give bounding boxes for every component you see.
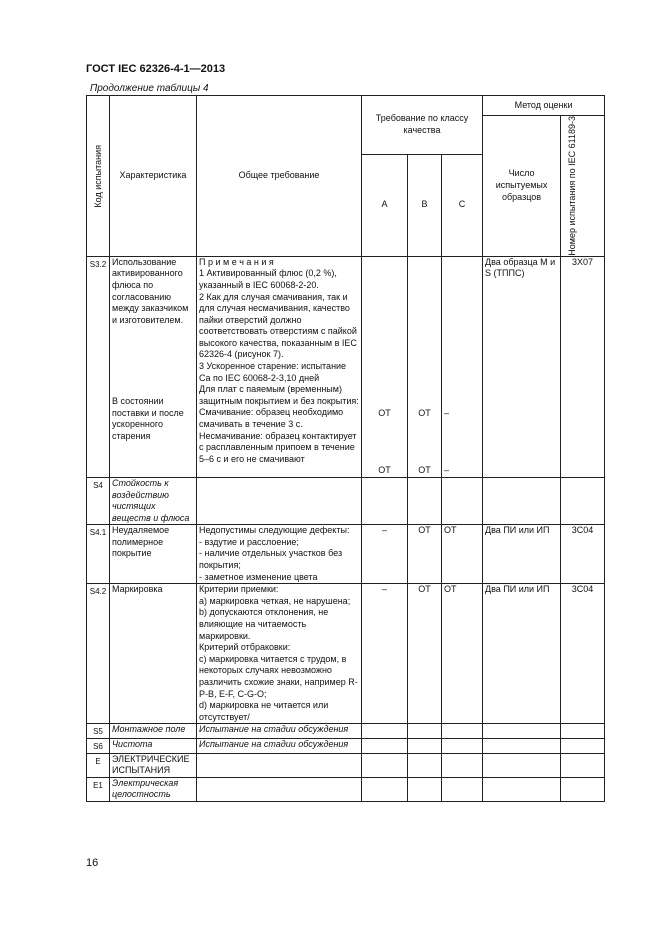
row-characteristic: Стойкость к воздействию чистящих веществ и флюса (110, 477, 197, 524)
row-requirement: П р и м е ч а н и я 1 Активированный флюс (0,2 %), указанный в IEC 60068-2-20. 2 Как для случая смачивания, так и для случая несмачивания, качество пайки отверстий должно соответствовать отверстиям с пайкой высокого качества, показанным в IEC 62326-4 (рисунок 7). 3 Ускоренное старение: испытание Ca по IEC 60068-2-3,10 дней Для плат с паяемым (временным) защитным покрытием и без покрытия: Смачивание: образец необходимо смачивать в течение 3 с. Несмачивание: образец контактирует с расплавленным припоем в течение 5–6 с и его не смачивают (197, 256, 362, 477)
header-quality-requirement: Требование по классу качества (362, 96, 483, 155)
row-characteristic: Электрическая целостность (110, 777, 197, 801)
table-row (87, 525, 605, 584)
header-class-c: C (442, 154, 483, 256)
quality-requirements-table (86, 95, 605, 802)
row-code: S5 (87, 724, 110, 739)
row-class-c: – – (442, 256, 483, 477)
header-class-b: B (408, 154, 442, 256)
row-characteristic: Маркировка (110, 584, 197, 724)
row-characteristic: ЭЛЕКТРИЧЕСКИЕ ИСПЫТАНИЯ (110, 753, 197, 777)
row-code: S6 (87, 738, 110, 753)
row-characteristic: Использование активированного флюса по согласованию между заказчиком и изготовителем. В состоянии поставки и после ускоренного старения (110, 256, 197, 477)
row-test-number: 3C04 (561, 525, 605, 584)
table-row (87, 584, 605, 724)
row-code: S4.2 (87, 584, 110, 724)
page-number: 16 (86, 857, 99, 869)
header-code: Код испытания (87, 96, 110, 257)
row-class-a: – (362, 525, 408, 584)
row-requirement: Испытание на стадии обсуждения (197, 724, 362, 739)
row-code: S4.1 (87, 525, 110, 584)
row-samples: Два ПИ или ИП (483, 584, 561, 724)
table-row (87, 777, 605, 801)
row-code: E (87, 753, 110, 777)
row-class-b: OT OT (408, 256, 442, 477)
row-requirement: Испытание на стадии обсуждения (197, 738, 362, 753)
table-row (87, 738, 605, 753)
row-class-c: OT (442, 525, 483, 584)
row-code: S4 (87, 477, 110, 524)
header-characteristic: Характеристика (110, 96, 197, 257)
header-test-number: Номер испытания по IEC 61189-3 (561, 116, 605, 257)
header-sample-count: Число испытуемых образцов (483, 116, 561, 257)
row-class-a: OT OT (362, 256, 408, 477)
table-row (87, 724, 605, 739)
row-characteristic: Неудаляемое полимерное покрытие (110, 525, 197, 584)
row-requirement: Недопустимы следующие дефекты: - вздутие и расслоение; - наличие отдельных участков без покрытия; - заметное изменение цвета (197, 525, 362, 584)
row-characteristic: Чистота (110, 738, 197, 753)
row-requirement: Критерии приемки: a) маркировка четкая, не нарушена; b) допускаются отклонения, не влияющие на читаемость маркировки. Критерий отбраковки: c) маркировка читается с трудом, в некоторых случаях невозможно различить схожие знаки, например R-P-B, E-F, C-G-O; d) маркировка не читается или отсутствует/ (197, 584, 362, 724)
table-continuation-caption: Продолжение таблицы 4 (90, 83, 209, 94)
row-class-a: – (362, 584, 408, 724)
header-class-a: A (362, 154, 408, 256)
row-characteristic: Монтажное поле (110, 724, 197, 739)
row-code: S3.2 (87, 256, 110, 477)
table-row (87, 477, 605, 524)
row-class-c: OT (442, 584, 483, 724)
table-row (87, 256, 605, 477)
table-row (87, 753, 605, 777)
row-test-number: 3C04 (561, 584, 605, 724)
document-title: ГОСТ IEC 62326-4-1—2013 (86, 63, 226, 75)
row-class-b: OT (408, 584, 442, 724)
header-general-requirement: Общее требование (197, 96, 362, 257)
row-test-number: 3X07 (561, 256, 605, 477)
row-samples: Два образца M и S (ТППС) (483, 256, 561, 477)
row-code: E1 (87, 777, 110, 801)
row-samples: Два ПИ или ИП (483, 525, 561, 584)
row-class-b: OT (408, 525, 442, 584)
header-evaluation-method: Метод оценки (483, 96, 605, 116)
